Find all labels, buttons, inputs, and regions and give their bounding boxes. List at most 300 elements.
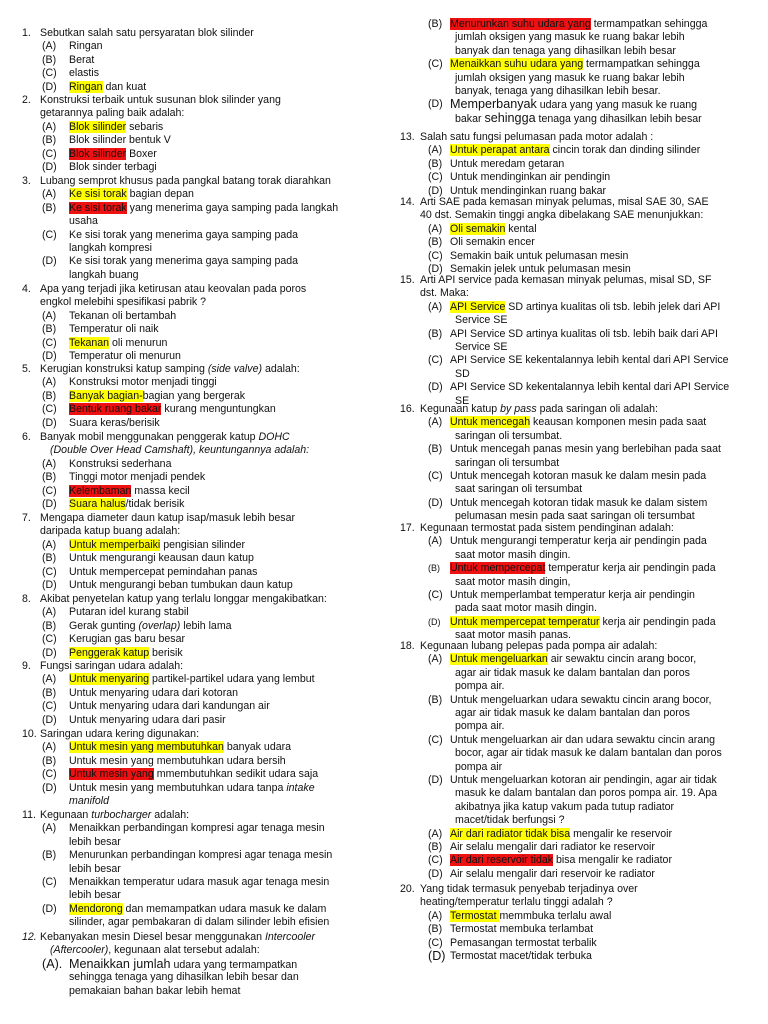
text-line <box>42 40 103 53</box>
text-run: cincin torak dan dinding silinder <box>549 144 701 157</box>
question-number: 6. <box>22 431 31 443</box>
question-number: 14. <box>400 196 415 208</box>
option-text <box>450 144 700 157</box>
text-line <box>455 341 507 354</box>
text-line <box>428 300 721 314</box>
text-run: Untuk menyaring udara dari pasir <box>69 713 226 726</box>
option-letter: (C) <box>42 228 57 241</box>
text-line <box>428 327 718 341</box>
text-line <box>428 867 655 881</box>
text-run: pada saringan oli adalah: <box>536 403 658 415</box>
question-stem <box>420 640 657 653</box>
option-letter: (C) <box>428 58 443 71</box>
option-text <box>69 849 332 862</box>
option-text <box>450 236 535 249</box>
option-letter: (B) <box>42 323 57 336</box>
text-run: Konstruksi sederhana <box>69 457 172 470</box>
text-line <box>42 134 171 147</box>
option-letter: (B) <box>42 53 57 66</box>
text-line <box>400 131 654 144</box>
text-run: akibatnya jika katup vakum pada tutup radiator <box>455 800 675 813</box>
text-run: Suara keras/berisik <box>69 416 160 429</box>
option-text <box>69 620 232 633</box>
option-letter: (C) <box>42 403 57 416</box>
option-text <box>69 390 245 403</box>
text-run: langkah buang <box>69 268 139 281</box>
text-run: Apa yang terjadi jika ketirusan atau keovalan pada poros <box>40 283 307 295</box>
text-run: Intercooler <box>264 931 316 943</box>
option-text <box>450 653 696 666</box>
option-text <box>450 497 707 510</box>
text-line <box>42 228 299 242</box>
highlight-red: Air dari reservoir tidak <box>450 854 554 867</box>
option-letter: (B) <box>428 841 443 853</box>
text-line <box>42 457 172 471</box>
option-text <box>69 188 194 201</box>
text-line <box>42 350 181 363</box>
text-line <box>428 171 611 184</box>
option-letter: (B) <box>42 201 57 214</box>
text-run: lebih lama <box>180 619 232 632</box>
option-letter: (D) <box>42 255 57 268</box>
option-letter: (A) <box>428 535 443 548</box>
text-run: kurang menguntungkan <box>161 403 276 416</box>
text-line <box>22 809 190 822</box>
option-text <box>450 937 597 950</box>
question-stem <box>40 94 281 107</box>
text-run: Kerugian konstruksi katup samping <box>40 363 208 375</box>
highlight-yellow: Banyak bagian- <box>69 389 143 402</box>
text-line <box>42 673 315 686</box>
option-letter: (D) <box>42 713 57 726</box>
option-letter: (B) <box>428 236 443 249</box>
text-run: pompa air. <box>455 720 505 733</box>
option-letter: (A) <box>42 741 57 754</box>
text-run: Konstruksi terbaik untuk susunan blok silinder yang <box>40 94 281 106</box>
option-letter: (C) <box>428 354 443 367</box>
text-line <box>428 222 537 236</box>
text-run: daripada katup buang adalah: <box>40 525 181 538</box>
text-line <box>428 496 708 510</box>
text-line <box>42 849 333 862</box>
text-run: Saringan udara kering digunakan: <box>40 728 200 740</box>
text-run: Untuk mengurangi temperatur kerja air pendingin pada <box>450 535 707 548</box>
text-run: usaha <box>69 215 98 228</box>
highlight-yellow: Untuk mencegah <box>450 416 531 429</box>
option-letter: (C) <box>428 936 443 949</box>
text-run: by pass <box>500 403 537 415</box>
option-letter: (A) <box>42 673 57 686</box>
option-letter: (D) <box>428 263 443 275</box>
text-run: Lubang semprot khusus pada pangkal batang torak diarahkan <box>40 175 331 187</box>
option-letter: (B) <box>428 443 443 456</box>
option-letter: (B) <box>428 923 443 936</box>
text-line <box>455 483 582 496</box>
option-text <box>450 328 718 341</box>
text-run: macet/tidak berfungsi ? <box>455 814 565 827</box>
text-run: Blok silinder bentuk V <box>69 134 171 147</box>
option-letter: (A) <box>42 538 57 551</box>
text-line <box>42 619 232 633</box>
option-letter: (C) <box>428 733 443 746</box>
text-line <box>455 814 565 827</box>
option-letter: (A) <box>42 40 57 53</box>
text-run: pada saat motor masih dingin. <box>455 602 597 615</box>
text-line <box>42 686 239 700</box>
text-run: (side valve) <box>207 363 262 375</box>
option-letter: (C) <box>428 171 443 184</box>
text-line <box>428 249 629 263</box>
text-line <box>420 209 703 222</box>
option-text <box>69 755 286 768</box>
text-line <box>42 53 95 67</box>
text-line <box>428 909 612 923</box>
question-stem <box>40 931 315 944</box>
text-line <box>455 801 674 814</box>
text-line <box>42 201 339 215</box>
text-run: heating/temperatur terlalu tinggi adalah ? <box>420 896 613 909</box>
option-letter: (D) <box>42 579 57 591</box>
text-run: bagian depan <box>126 188 194 201</box>
option-letter: (D) <box>42 416 57 429</box>
option-letter: (C) <box>428 249 443 262</box>
text-run: Semakin jelek untuk pelumasan mesin <box>450 263 631 275</box>
question-stem <box>40 728 199 741</box>
text-run: temperatur kerja air pendingin pada <box>545 562 716 575</box>
option-text <box>450 470 706 483</box>
option-text <box>450 171 610 184</box>
question-number: 18. <box>400 640 415 652</box>
option-letter: (B) <box>428 693 443 706</box>
text-run: Oli semakin encer <box>450 236 535 249</box>
text-run: Untuk mengurangi beban tumbukan daun katup <box>69 579 293 591</box>
question-stem <box>40 512 295 525</box>
text-run: Untuk mesin yang membutuhkan udara bersih <box>69 754 286 767</box>
option-letter: (D) <box>42 498 57 510</box>
question-number: 13. <box>400 131 415 143</box>
option-text <box>69 498 184 511</box>
option-text <box>69 579 293 592</box>
text-run: Kegunaan katup <box>420 403 501 415</box>
text-line <box>22 431 290 444</box>
text-run: Sebutkan salah satu persyaratan blok silinder <box>40 27 254 39</box>
text-run: API Service SD artinya kualitas oli tsb. lebih baik dari API <box>450 327 718 340</box>
text-run: Untuk mendinginkan air pendingin <box>450 171 611 184</box>
highlight-yellow: Termostat <box>450 909 500 922</box>
option-text <box>69 134 171 147</box>
text-run: Arti API service pada kemasan minyak pelumas, misal SD, SF <box>420 274 712 286</box>
text-run: sebaris <box>126 120 164 133</box>
text-run: Gerak gunting <box>69 619 139 632</box>
text-run: Service SE <box>455 341 508 353</box>
text-run: termampatkan sehingga <box>590 18 708 30</box>
text-run: bisa mengalir ke radiator <box>553 854 672 867</box>
highlight-red: Menurunkan suhu udara yang <box>450 18 591 30</box>
text-run: (Double Over Head Camshaft), keuntungannya adalah: <box>50 444 310 457</box>
option-letter: (A) <box>428 653 443 666</box>
option-letter: (C) <box>42 484 57 497</box>
text-line <box>40 525 180 538</box>
text-line <box>69 215 98 228</box>
option-text <box>450 910 611 923</box>
text-line <box>42 646 183 660</box>
option-letter: (D) <box>42 902 57 915</box>
text-run: saat motor masih dingin. <box>455 548 571 561</box>
option-text <box>69 539 245 552</box>
option-text <box>69 606 189 619</box>
text-line <box>428 841 655 854</box>
text-line <box>22 728 200 741</box>
option-text <box>450 416 706 429</box>
option-letter: (C) <box>42 768 57 781</box>
text-line <box>455 761 502 774</box>
text-run: 40 dst. Semakin tinggi angka dibelakang SAE menunjukkan: <box>420 209 704 222</box>
text-line <box>42 633 186 646</box>
question-number: 20. <box>400 883 415 895</box>
option-letter: (A) <box>42 120 57 133</box>
question-stem <box>420 522 674 535</box>
option-text <box>450 381 729 394</box>
text-line <box>428 354 729 367</box>
text-run: Tekanan oli bertambah <box>69 309 177 322</box>
option-letter: (A) <box>42 606 57 619</box>
text-run: Kebanyakan mesin Diesel besar menggunakan <box>40 931 265 943</box>
text-run: dan memampatkan udara masuk ke dalam <box>122 902 327 915</box>
option-letter: (C) <box>42 876 57 888</box>
text-run: Untuk mencegah kotoran masuk ke dalam mesin pada <box>450 470 707 482</box>
question-number: 11. <box>22 809 36 821</box>
text-run: langkah kompresi <box>69 242 153 254</box>
option-letter: (C) <box>428 854 443 867</box>
text-line <box>42 579 293 592</box>
highlight-yellow: Untuk memperbaiki <box>69 538 161 551</box>
text-run: Menaikkan perbandingan kompresi agar tenaga mesin <box>69 822 325 835</box>
text-run: keausan komponen mesin pada saat <box>530 416 707 429</box>
text-run: bagian yang bergerak <box>142 389 246 402</box>
question-number: 9. <box>22 660 31 672</box>
text-line <box>42 498 185 511</box>
option-letter: (D) <box>42 161 57 173</box>
text-line <box>69 889 121 902</box>
text-line <box>69 269 139 282</box>
text-run: udara yang termampatkan <box>170 958 298 971</box>
text-run: Arti SAE pada kemasan minyak pelumas, misal SAE 30, SAE <box>420 196 709 208</box>
text-line <box>428 854 672 867</box>
question-stem <box>40 363 300 376</box>
text-run: Menaikkan temperatur udara masuk agar tenaga mesin <box>69 876 330 888</box>
text-run: Kegunaan <box>40 809 92 821</box>
text-run: mengalir ke reservoir <box>570 827 672 840</box>
question-number: 3. <box>22 175 31 187</box>
text-line <box>428 470 707 483</box>
text-line <box>428 693 712 707</box>
text-line <box>42 323 159 336</box>
text-run: pelumasan mesin pada saat saringan oli tersumbat <box>455 510 695 523</box>
text-run: Menurunkan perbandingan kompresi agar tenaga mesin <box>69 849 333 862</box>
text-line <box>42 147 157 161</box>
text-line <box>42 255 299 268</box>
text-run: DOHC <box>258 431 290 443</box>
option-letter: (A) <box>428 222 443 235</box>
option-text <box>69 782 315 795</box>
text-line <box>42 754 286 768</box>
option-letter: (B) <box>42 134 57 147</box>
question-number: 12. <box>22 931 37 943</box>
question-stem <box>40 593 327 606</box>
text-line <box>455 45 676 58</box>
option-letter: (B) <box>428 327 443 340</box>
text-line <box>69 836 121 849</box>
text-run: dst. Maka: <box>420 287 469 300</box>
option-text <box>69 255 298 268</box>
highlight-yellow: Untuk perapat antara <box>450 144 550 157</box>
question-stem <box>420 883 638 896</box>
question-stem <box>420 196 709 209</box>
option-text <box>69 768 318 781</box>
option-text <box>450 18 707 31</box>
text-line <box>455 457 559 470</box>
option-letter: (D) <box>428 496 443 509</box>
highlight-red: Ke sisi torak <box>69 201 127 214</box>
text-run: agar air tidak masuk ke dalam bantalan dan poros <box>455 707 690 719</box>
text-run: Putaran idel kurang stabil <box>69 606 189 619</box>
option-text <box>450 250 628 263</box>
text-run: elastis <box>69 67 100 80</box>
text-run: (Aftercooler) <box>50 944 109 957</box>
text-run: memmbuka terlalu awal <box>499 909 612 922</box>
text-run: API Service SD kekentalannya lebih kental dari API Service <box>450 381 730 394</box>
text-line <box>428 562 716 575</box>
text-run: saringan oli tersumbat <box>455 456 560 469</box>
question-stem <box>420 131 653 144</box>
text-run: lebih besar <box>69 889 121 902</box>
option-letter: (C) <box>42 147 57 160</box>
text-run: banyak dan tenaga yang dihasilkan lebih besar <box>455 44 676 57</box>
option-text <box>69 673 315 686</box>
text-run: Untuk mengurangi keausan daun katup <box>69 552 254 565</box>
text-run: tenaga yang dihasilkan lebih besar <box>535 112 702 125</box>
option-text <box>450 158 564 171</box>
text-run: massa kecil <box>131 484 190 497</box>
highlight-yellow: Untuk menyaring <box>69 673 150 686</box>
text-line <box>428 949 592 964</box>
highlight-red: Untuk mempercepat <box>450 562 546 575</box>
text-line <box>22 660 184 673</box>
text-line <box>42 781 315 795</box>
option-text <box>69 552 254 565</box>
text-line <box>428 443 721 456</box>
highlight-yellow: Tekanan <box>69 336 110 349</box>
text-run: udara <box>226 673 254 686</box>
question-number: 10. <box>22 728 37 740</box>
text-line <box>455 602 597 615</box>
text-run: lebih besar <box>69 835 121 848</box>
text-run: yang menerima gaya samping pada langkah <box>126 201 339 214</box>
text-line <box>428 615 716 629</box>
text-run: Memperbanyak <box>450 97 537 112</box>
text-line <box>42 741 292 754</box>
option-text <box>69 903 326 916</box>
text-run: banyak, tenaga yang dihasilkan lebih besar. <box>455 85 661 97</box>
text-line <box>40 296 206 309</box>
text-line <box>22 27 254 40</box>
text-run: Air selalu mengalir dari radiator ke reservoir <box>450 841 655 853</box>
option-letter: (D) <box>428 184 443 197</box>
text-line <box>42 403 276 416</box>
text-run: oli menurun <box>109 336 168 349</box>
option-text <box>69 958 297 972</box>
highlight-yellow: Ke sisi torak <box>69 188 127 201</box>
option-text <box>69 741 291 754</box>
option-letter: (D) <box>42 646 57 659</box>
option-letter: (B) <box>42 849 57 862</box>
option-text <box>69 148 157 161</box>
text-line <box>400 640 658 653</box>
text-line <box>428 774 717 787</box>
option-letter: (C) <box>428 589 443 601</box>
option-text <box>450 923 593 936</box>
text-line <box>455 314 507 327</box>
text-run: Akibat penyetelan katup yang terlalu longgar mengakibatkan: <box>40 593 327 605</box>
text-line <box>428 157 565 171</box>
text-line <box>69 795 109 808</box>
text-line <box>22 593 327 606</box>
option-text <box>69 700 270 713</box>
highlight-yellow: Mendorong <box>69 902 123 915</box>
text-line <box>455 707 690 720</box>
text-run: adalah: <box>151 809 190 821</box>
option-text <box>69 161 157 174</box>
text-run: silinder, agar pembakaran di dalam silinder lebih efisien <box>69 916 330 929</box>
text-run: Untuk memperlambat temperatur kerja air pendingin <box>450 589 695 601</box>
option-text <box>69 202 338 215</box>
question-number: 1. <box>22 27 31 39</box>
text-run: masuk ke dalam bantalan dan poros pompa air. 19. Apa <box>455 787 718 800</box>
highlight-yellow: Menaikkan suhu udara yang <box>450 58 584 71</box>
highlight-yellow: Untuk mengeluarkan <box>450 653 548 666</box>
option-text <box>450 354 729 367</box>
text-run: Kerugian gas baru besar <box>69 633 186 646</box>
text-run: kerja air pendingin pada <box>599 615 716 628</box>
text-line <box>428 97 697 112</box>
text-run: Untuk mengeluarkan udara sewaktu cincin arang bocor, <box>450 693 712 706</box>
option-text <box>69 229 298 242</box>
text-line <box>42 713 226 727</box>
question-stem <box>40 431 290 444</box>
text-run: Kegunaan lubang pelepas pada pompa air adalah: <box>420 640 658 652</box>
highlight-yellow: Ringan <box>69 80 103 93</box>
text-line <box>22 512 295 525</box>
option-letter: (D) <box>428 867 443 880</box>
text-line <box>455 787 717 800</box>
text-run: saat saringan oli tersumbat <box>455 483 583 496</box>
text-run: intake <box>286 781 315 794</box>
option-text <box>450 694 711 707</box>
option-text <box>69 323 159 336</box>
option-text <box>69 566 257 579</box>
highlight-red: Kelembaman <box>69 484 132 497</box>
text-line <box>400 883 638 896</box>
text-run: Boxer <box>126 147 157 160</box>
text-line <box>400 403 658 416</box>
text-line <box>42 484 190 498</box>
highlight-yellow: Air dari radiator tidak bisa <box>450 827 571 840</box>
question-stem <box>40 283 306 296</box>
option-letter: (D) <box>42 80 57 93</box>
text-run: Temperatur oli menurun <box>69 350 181 362</box>
text-run: getarannya paling baik adalah: <box>40 107 185 120</box>
text-run: Mengapa diameter daun katup isap/masuk lebih besar <box>40 512 295 524</box>
